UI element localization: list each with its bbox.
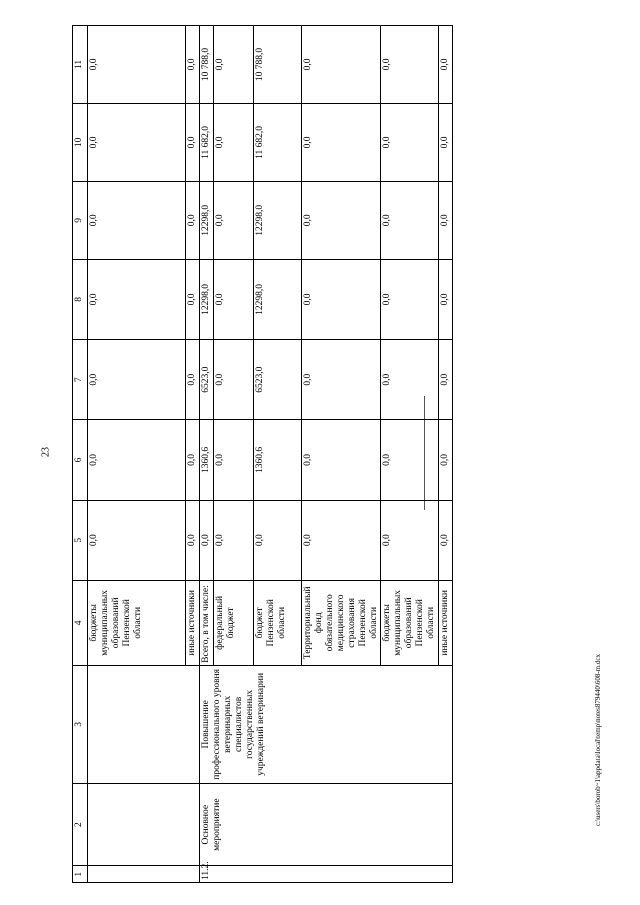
column-number: 10: [73, 103, 88, 181]
value-cell: 0,0: [88, 103, 186, 181]
value-cell: 0,0: [214, 340, 254, 420]
source-cell: федеральный бюджет: [214, 580, 254, 665]
empty-cell: [88, 665, 200, 783]
value-cell: 0,0: [381, 420, 439, 500]
table-row: [200, 26, 214, 883]
item-name: Повышение профессионального уровня ветеринарных специалистов государственных учреждений ветеринарии: [200, 665, 453, 783]
value-cell: 0,0: [381, 181, 439, 259]
value-cell: 0,0: [186, 500, 200, 580]
value-cell: 0,0: [186, 103, 200, 181]
financing-table: [72, 25, 453, 883]
value-cell: 0,0: [214, 181, 254, 259]
value-cell: 0,0: [88, 26, 186, 104]
value-cell: 0,0: [88, 420, 186, 500]
value-cell: 0,0: [381, 500, 439, 580]
empty-cell: [88, 783, 200, 866]
column-number: 11: [73, 26, 88, 104]
column-number: 2: [73, 783, 88, 866]
value-cell: 0,0: [254, 500, 302, 580]
value-cell: 11 682,0: [254, 103, 302, 181]
value-cell: 1360,6: [200, 420, 214, 500]
value-cell: 12298,0: [254, 181, 302, 259]
source-cell: бюджеты муниципальных образований Пензенской области: [381, 580, 439, 665]
column-number: 7: [73, 340, 88, 420]
value-cell: 0,0: [214, 420, 254, 500]
value-cell: 0,0: [214, 103, 254, 181]
value-cell: 0,0: [214, 259, 254, 339]
value-cell: 6523,0: [200, 340, 214, 420]
source-cell: иные источники: [439, 580, 453, 665]
value-cell: 0,0: [302, 420, 381, 500]
value-cell: 0,0: [186, 420, 200, 500]
page-number: 23: [40, 447, 52, 457]
value-cell: 10 788,0: [200, 26, 214, 104]
value-cell: 0,0: [439, 26, 453, 104]
value-cell: 0,0: [214, 500, 254, 580]
value-cell: 12298,0: [254, 259, 302, 339]
value-cell: 0,0: [302, 181, 381, 259]
source-cell: Территориальный фонд обязательного медицинского страхования Пензенской области: [302, 580, 381, 665]
source-cell: бюджеты муниципальных образований Пензенской области: [88, 580, 186, 665]
value-cell: 0,0: [381, 340, 439, 420]
value-cell: 0,0: [381, 26, 439, 104]
item-kind: Основное мероприятие: [200, 783, 453, 866]
value-cell: 0,0: [302, 340, 381, 420]
column-number: 9: [73, 181, 88, 259]
value-cell: 0,0: [88, 500, 186, 580]
value-cell: 0,0: [302, 103, 381, 181]
value-cell: 0,0: [302, 500, 381, 580]
value-cell: 0,0: [381, 103, 439, 181]
value-cell: 0,0: [302, 259, 381, 339]
value-cell: 0,0: [439, 500, 453, 580]
value-cell: 6523,0: [254, 340, 302, 420]
value-cell: 1360,6: [254, 420, 302, 500]
value-cell: 12298,0: [200, 259, 214, 339]
value-cell: 0,0: [214, 26, 254, 104]
value-cell: 0,0: [88, 181, 186, 259]
source-cell: Всего, в том числе:: [200, 580, 214, 665]
value-cell: 0,0: [439, 340, 453, 420]
value-cell: 0,0: [186, 340, 200, 420]
value-cell: 0,0: [439, 259, 453, 339]
value-cell: 0,0: [88, 259, 186, 339]
value-cell: 0,0: [439, 103, 453, 181]
financing-table-container: [72, 25, 451, 883]
column-number: 4: [73, 580, 88, 665]
column-number: 3: [73, 665, 88, 783]
value-cell: 0,0: [186, 259, 200, 339]
source-cell: бюджет Пензенской области: [254, 580, 302, 665]
column-number: 8: [73, 259, 88, 339]
value-cell: 11 682,0: [200, 103, 214, 181]
value-cell: 0,0: [200, 500, 214, 580]
footer-file-path: c:\users\borob~1\appdata\local\temp\notes879440\608-m.dсx: [594, 654, 602, 826]
value-cell: 0,0: [439, 181, 453, 259]
source-cell: иные источники: [186, 580, 200, 665]
column-number-row: [73, 26, 88, 883]
value-cell: 0,0: [439, 420, 453, 500]
item-number: 11.2.: [200, 866, 453, 883]
value-cell: 0,0: [186, 181, 200, 259]
value-cell: 0,0: [186, 26, 200, 104]
value-cell: 0,0: [88, 340, 186, 420]
column-number: 6: [73, 420, 88, 500]
value-cell: 12298,0: [200, 181, 214, 259]
value-cell: 0,0: [381, 259, 439, 339]
value-cell: 10 788,0: [254, 26, 302, 104]
value-cell: 0,0: [302, 26, 381, 104]
column-number: 5: [73, 500, 88, 580]
empty-cell: [88, 866, 200, 883]
column-number: 1: [73, 866, 88, 883]
table-row: [88, 26, 186, 883]
